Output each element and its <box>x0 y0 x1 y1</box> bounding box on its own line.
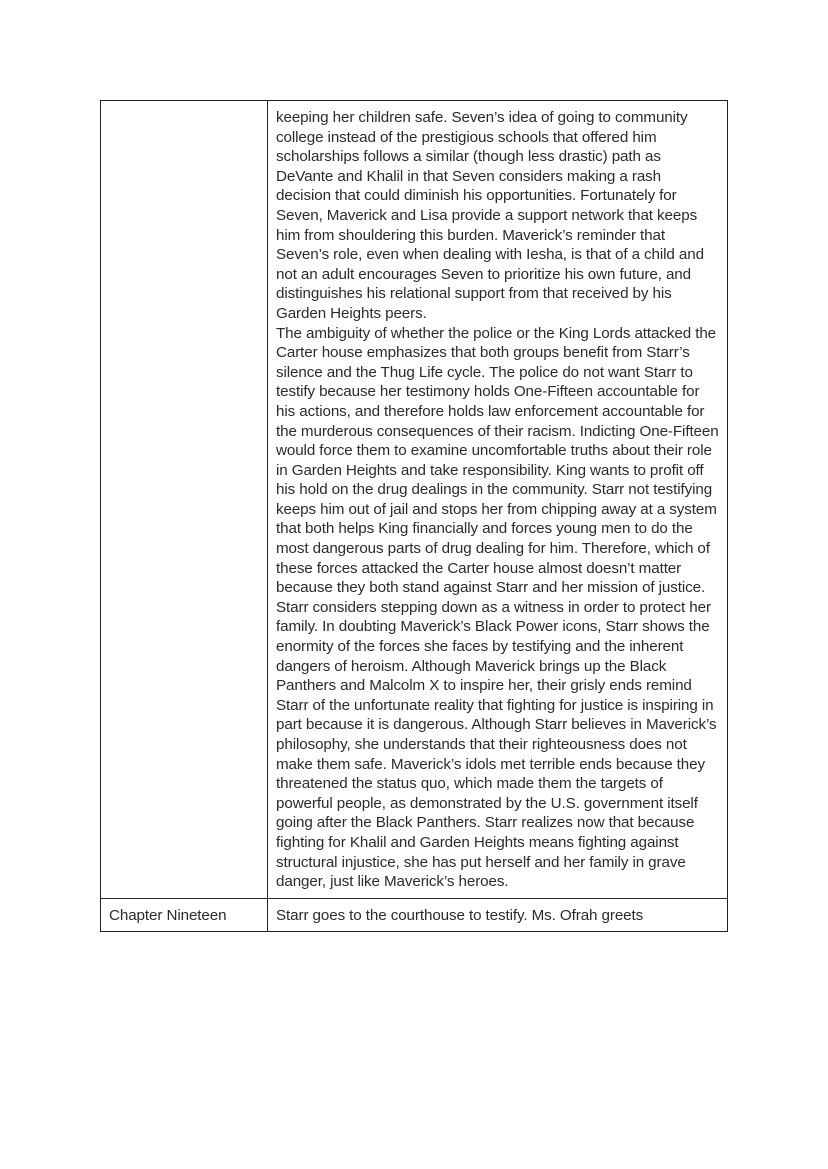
table-row <box>101 101 728 899</box>
chapter-summary-table <box>100 100 728 932</box>
chapter-cell: Chapter Nineteen <box>101 898 268 932</box>
table-row <box>101 898 728 932</box>
summary-paragraph: Starr goes to the courthouse to testify. Ms. Ofrah greets <box>276 906 644 924</box>
summary-paragraph: Starr considers stepping down as a witness in order to protect her family. In doubting Maverick’s Black Power icons, Starr shows the enormity of the forces she faces by testifying and the inherent dangers of heroism. Although Maverick brings up the Black Panthers and Malcolm X to inspire her, their grisly ends remind Starr of the unfortunate reality that fighting for justice is inspiring in part because it is dangerous. Although Starr believes in Maverick’s philosophy, she understands that their righteousness does not make them safe. Maverick’s idols met terrible ends because they threatened the status quo, which made them the targets of powerful people, as demonstrated by the U.S. government itself going after the Black Panthers. Starr realizes now that because fighting for Khalil and Garden Heights means fighting against structural injustice, she has put herself and her family in grave danger, just like Maverick’s heroes. <box>276 598 717 891</box>
summary-cell <box>268 101 728 899</box>
summary-cell <box>268 898 728 932</box>
summary-paragraph: The ambiguity of whether the police or the King Lords attacked the Carter house emphasizes that both groups benefit from Starr’s silence and the Thug Life cycle. The police do not want Starr to testify because her testimony holds One-Fifteen accountable for his actions, and therefore holds law enforcement accountable for the murderous consequences of their racism. Indicting One-Fifteen would force them to examine uncomfortable truths about their role in Garden Heights and take responsibility. King wants to profit off his hold on the drug dealings in the community. Starr not testifying keeps him out of jail and stops her from chipping away at a system that both helps King financially and forces young men to do the most dangerous parts of drug dealing for him. Therefore, which of these forces attacked the Carter house almost doesn’t matter because they both stand against Starr and her mission of justice. <box>276 324 719 597</box>
summary-paragraph: keeping her children safe. Seven’s idea of going to community college instead of the prestigious schools that offered him scholarships follows a similar (though less drastic) path as DeVante and Khalil in that Seven considers making a rash decision that could diminish his opportunities. Fortunately for Seven, Maverick and Lisa provide a support network that keeps him from shouldering this burden. Maverick’s reminder that Seven’s role, even when dealing with Iesha, is that of a child and not an adult encourages Seven to prioritize his own future, and distinguishes his relational support from that received by his Garden Heights peers. <box>276 109 704 322</box>
chapter-cell <box>101 101 268 899</box>
